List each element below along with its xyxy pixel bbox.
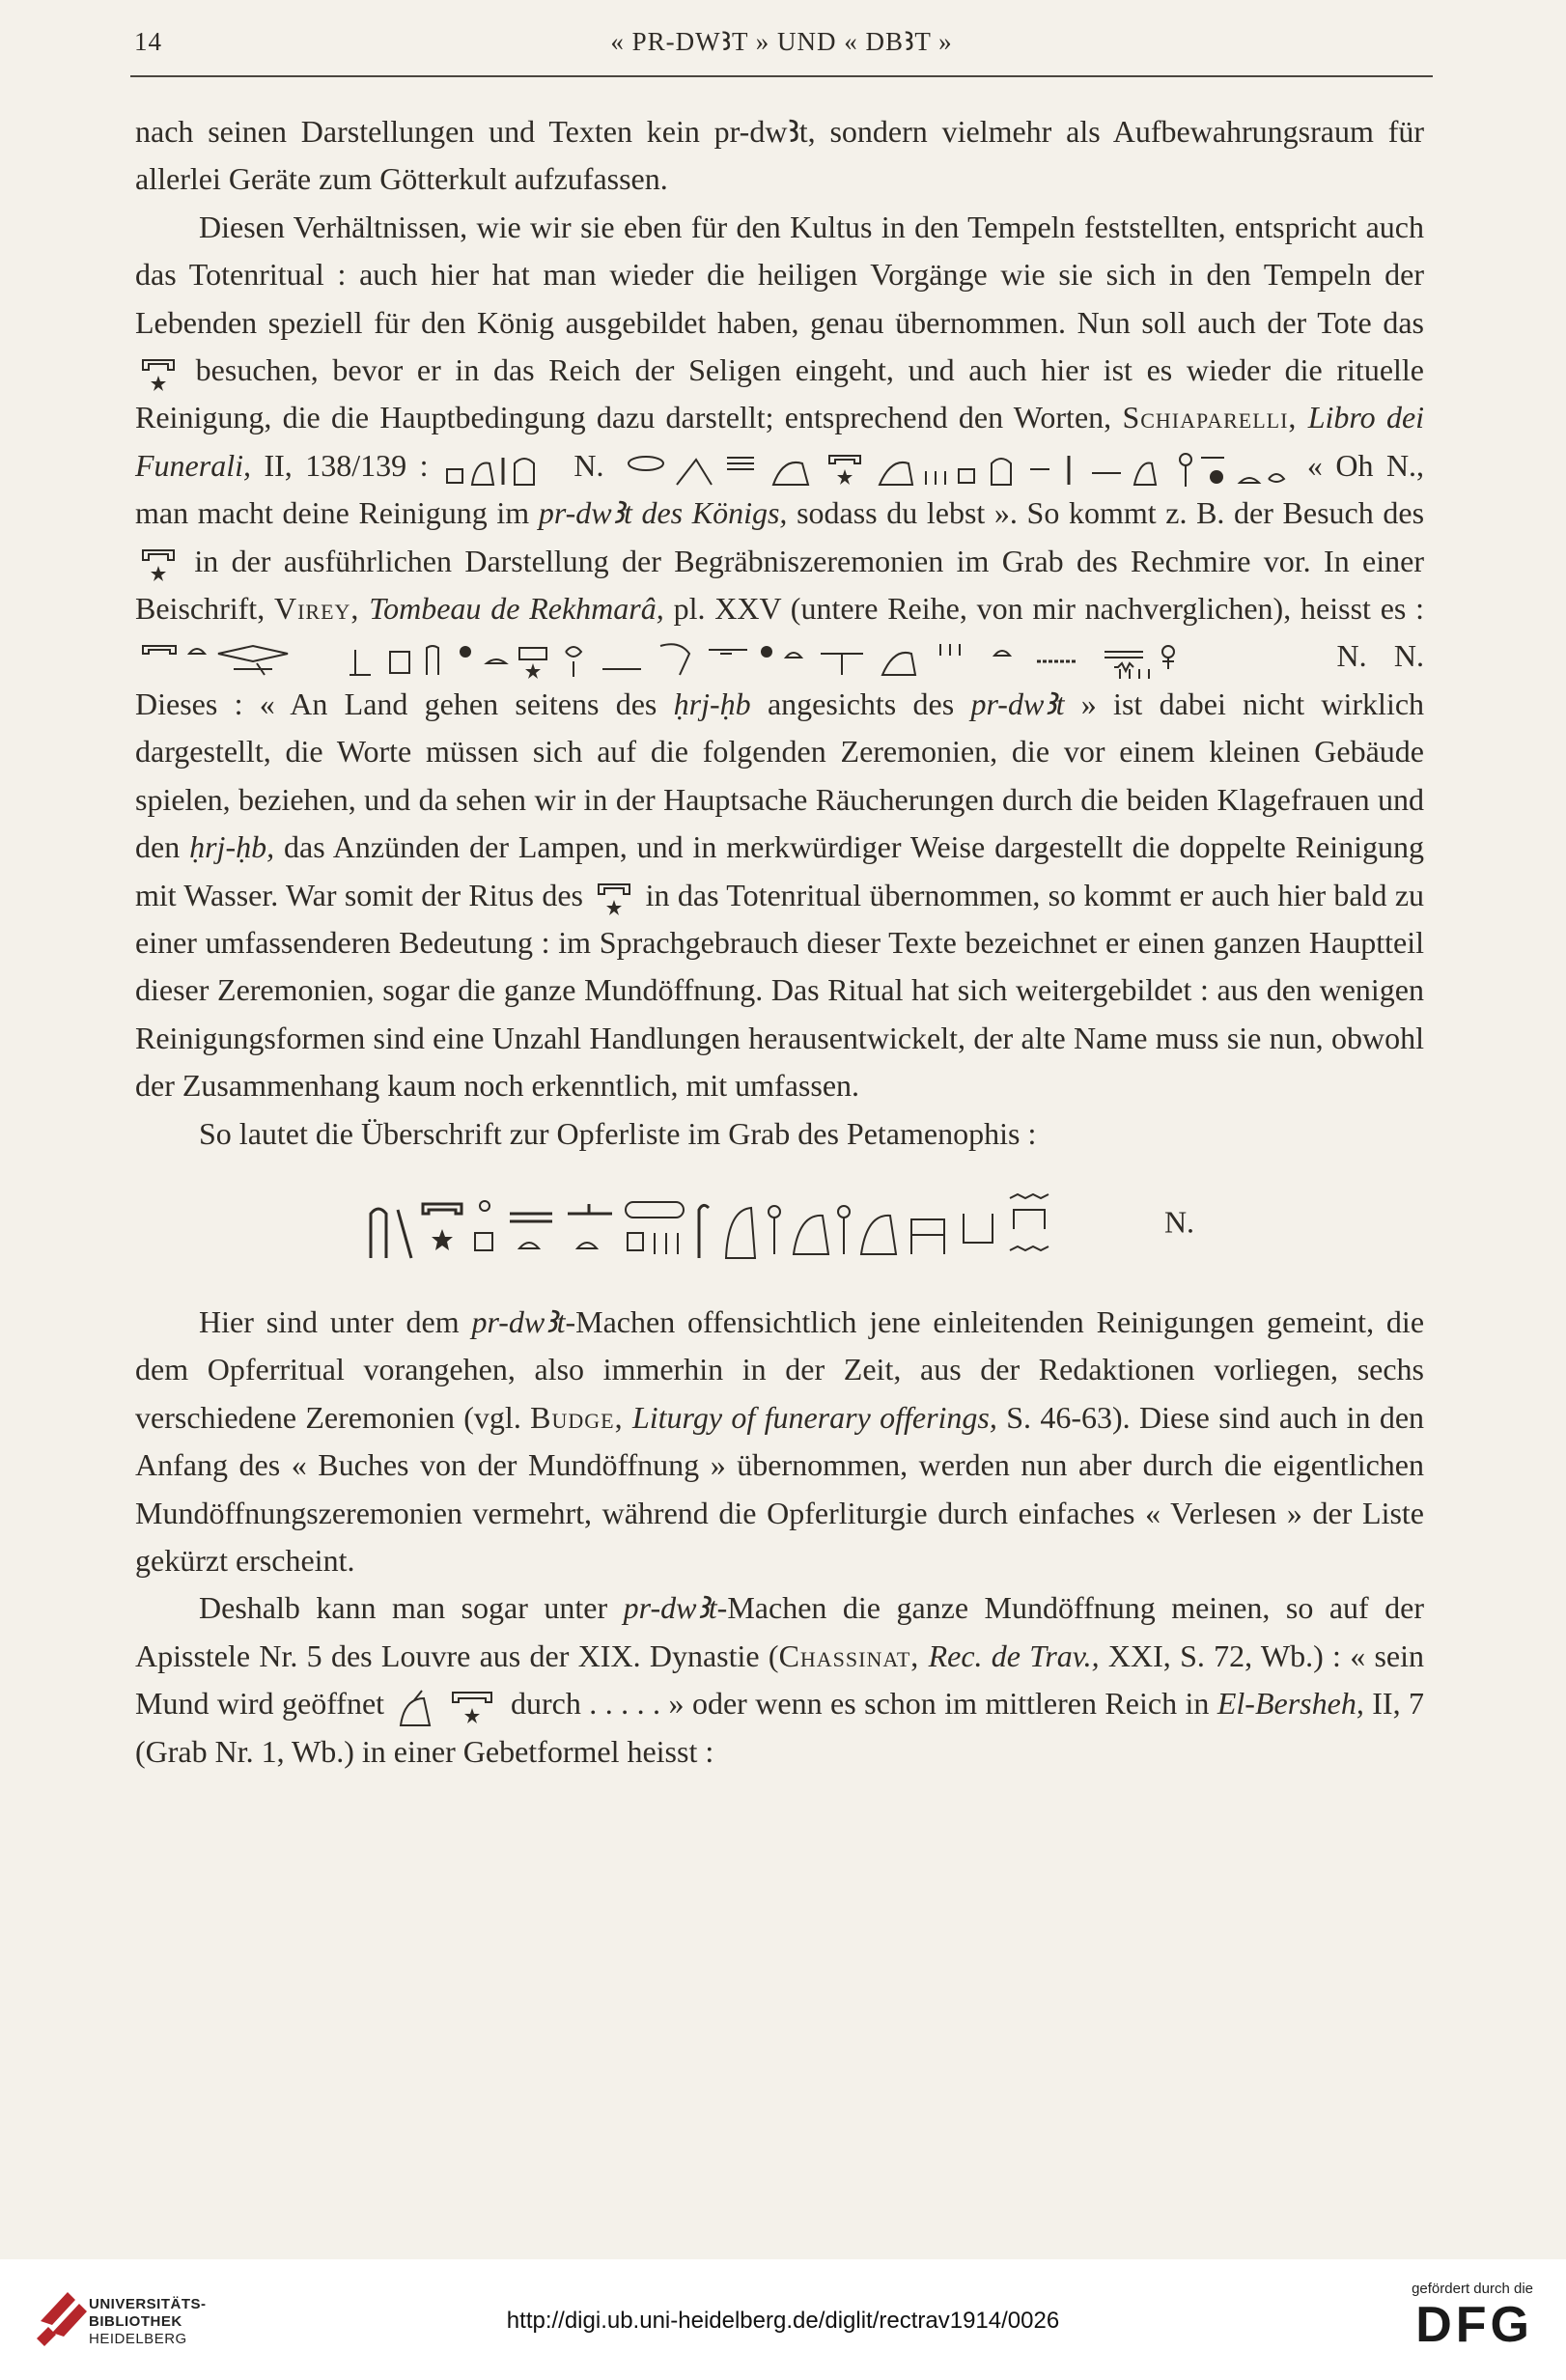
- source-url-link[interactable]: http://digi.ub.uni-heidelberg.de/diglit/rectrav1914/0026: [506, 2308, 1060, 2334]
- sponsor: [1412, 2281, 1533, 2353]
- hieroglyph-house-star-icon: [595, 879, 633, 917]
- sponsor-label: gefördert durch die: [1412, 2281, 1533, 2297]
- hieroglyph-house-star-icon: [139, 354, 178, 393]
- paragraph-4: Hier sind unter dem pr-dwꜢt-Machen offensichtlich jene einleitenden Reinigungen gemeint, die dem Opferritual vorangehen, also immerhin in der Zeit, aus der Redaktionen vorliegen, sechs verschiedene Zeremonien (vgl. Budge, Liturgy of funerary offerings, S. 46-63). Diese sind auch in den Anfang des « Buches von der Mundöffnung » übernommen, werden nun aber durch die eigentlichen Mundöffnungszeremonien vermehrt, während die Opferliturgie durch einfaches « Verlesen » der Liste gekürzt erscheint.: [135, 1303, 1425, 1578]
- hieroglyph-group-icon: [619, 449, 1160, 490]
- hieroglyph-group-icon: [342, 639, 1307, 680]
- hieroglyph-group-icon: [1176, 449, 1292, 490]
- hieroglyph-group-icon: [137, 639, 311, 680]
- paragraph-1: nach seinen Darstellungen und Texten kein pr-dwꜢt, sondern vielmehr als Aufbewahrungsraum für allerlei Geräte zum Götterkult aufzufassen.: [135, 114, 1424, 197]
- hieroglyph-group-icon: [395, 1687, 501, 1727]
- footer-bar: [0, 2259, 1566, 2380]
- page-number: 14: [134, 27, 162, 56]
- dfg-logo-icon: DFG: [1415, 2297, 1533, 2353]
- running-header: [130, 23, 1433, 77]
- hieroglyph-inscription-icon: [365, 1190, 1157, 1260]
- running-title: « PR-DWꜢT » UND « DBꜢT »: [610, 27, 953, 56]
- hieroglyph-group-icon: [443, 449, 559, 490]
- paragraph-3: So lautet die Überschrift zur Opferliste im Grab des Petamenophis :: [199, 1115, 1037, 1151]
- library-name: UNIVERSITÄTS- BIBLIOTHEK HEIDELBERG: [89, 2296, 207, 2347]
- hieroglyph-house-star-icon: [139, 545, 178, 583]
- paragraph-5: Deshalb kann man sogar unter pr-dwꜢt-Machen die ganze Mundöffnung meinen, so auf der Apisstele Nr. 5 des Louvre aus der XIX. Dynastie (Chassinat, Rec. de Trav., XXI, S. 72, Wb.) : « sein Mund wird geöffnet durch . . . . . » oder wenn es schon im mittleren Reich in El-Bersheh, II, 7 (Grab Nr. 1, Wb.) in einer Gebetformel heisst :: [135, 1590, 1425, 1769]
- paragraph-2: Diesen Verhältnissen, wie wir sie eben für den Kultus in den Tempeln feststellten, entspricht auch das Totenritual : auch hier hat man wieder die heiligen Vorgänge wie sie sich in den Tempeln der Lebenden speziell für den König ausgebildet haben, genau übernommen. Nun soll auch der Tote das besuchen, bevor er in das Reich der Seligen eingeht, und auch hier ist es wieder die rituelle Reinigung, die die Hauptbedingung dazu darstellt; entsprechend den Worten, Schiaparelli, Libro dei Funerali, II, 138/139 : N. « Oh N., man macht deine Reinigung im pr-dwꜢt des Königs, sodass du lebst ». So kommt z. B. der Besuch des in der ausführlichen Darstellung der Begräbniszeremonien im Grab des Rechmire vor. In einer Beischrift, Virey, Tombeau de Rekhmarâ, pl. XXV (untere Reihe, von mir nachverglichen), heisst es : N. N. Dieses : « An Land gehen seitens des ḥrj-ḥb angesichts des pr-dwꜢt » ist dabei nicht wirklich dargestellt, die Worte müssen sich auf die folgenden Zeremonien, die vor einem kleinen Gebäude spielen, beziehen, und da sehen wir in der Hauptsache Räucherungen durch die beiden Klagefrauen und den ḥrj-ḥb, das Anzünden der Lampen, und in merkwürdiger Weise dargestellt die doppelte Reinigung mit Wasser. War somit der Ritus des in das Totenritual übernommen, so kommt er auch hier bald zu einer umfassenderen Bedeutung : im Sprachgebrauch dieser Texte bezeichnet er einen ganzen Hauptteil dieser Zeremonien, sogar die ganze Mundöffnung. Das Ritual hat sich weitergebildet : aus den wenigen Reinigungsformen sind eine Unzahl Handlungen herausentwickelt, der alte Name muss sie nun, obwohl der Zusammenhang kaum noch erkenntlich, mit umfassen.: [135, 209, 1425, 1104]
- hieroglyph-line: [135, 1190, 1424, 1260]
- inscription-suffix: N.: [1163, 1204, 1195, 1240]
- main-text: [135, 108, 1424, 1776]
